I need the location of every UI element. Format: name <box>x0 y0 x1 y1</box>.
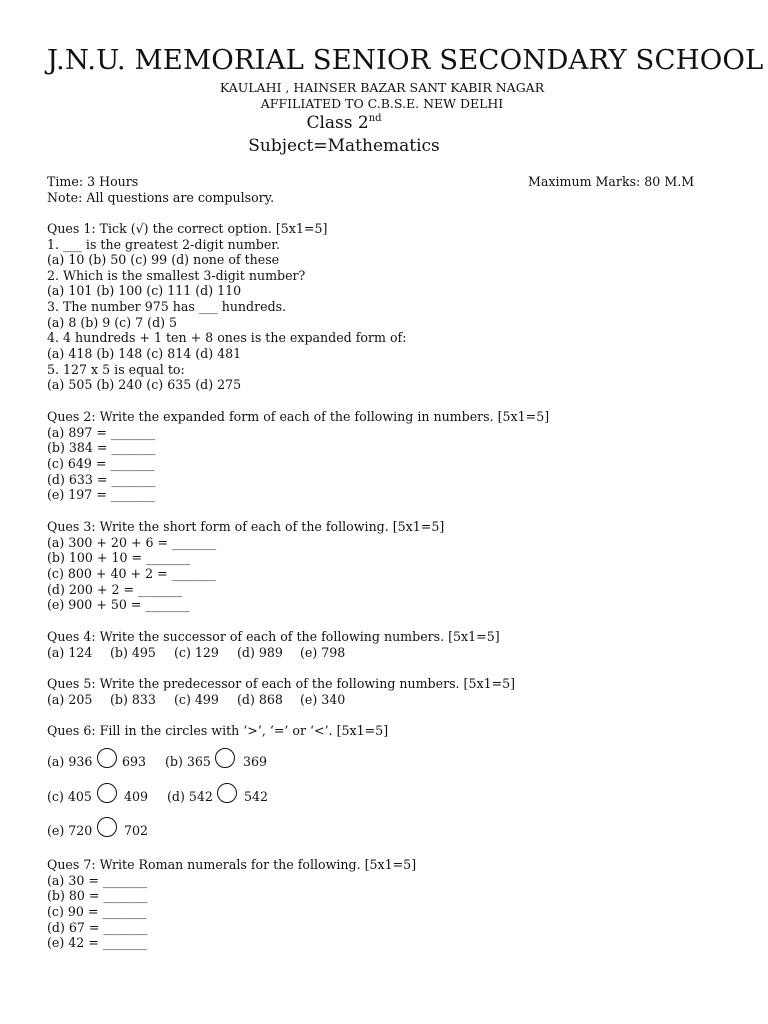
class-suffix: nd <box>368 113 382 124</box>
q4-item-e: (e) 798 <box>300 645 346 660</box>
q6-e-answer-circle[interactable] <box>97 817 117 837</box>
q3-item-c: (c) 800 + 40 + 2 = _______ <box>47 566 216 581</box>
q5-item-a: (a) 205 <box>47 692 93 707</box>
q6-c-left: (c) 405 <box>47 789 92 804</box>
q7-item-a: (a) 30 = _______ <box>47 873 147 888</box>
class-heading <box>0 113 728 133</box>
maximum-marks: Maximum Marks: 80 M.M <box>528 174 695 189</box>
q3-item-d: (d) 200 + 2 = _______ <box>47 582 183 597</box>
q6-b-answer-circle[interactable] <box>215 748 235 768</box>
q1-item-1-question: 1. ___ is the greatest 2-digit number. <box>47 237 280 252</box>
q5-item-b: (b) 833 <box>110 692 156 707</box>
subject-heading: Subject=Mathematics <box>248 136 440 156</box>
q6-a-answer-circle[interactable] <box>97 748 117 768</box>
q7-title: Ques 7: Write Roman numerals for the following. [5x1=5] <box>47 857 417 872</box>
q3-item-e: (e) 900 + 50 = _______ <box>47 597 190 612</box>
q4-item-a: (a) 124 <box>47 645 93 660</box>
time-allowed: Time: 3 Hours <box>47 174 139 189</box>
q6-d-left: (d) 542 <box>167 789 213 804</box>
q2-title: Ques 2: Write the expanded form of each of the following in numbers. [5x1=5] <box>47 409 550 424</box>
q1-item-4-question: 4. 4 hundreds + 1 ten + 8 ones is the expanded form of: <box>47 330 407 345</box>
q2-item-c: (c) 649 = _______ <box>47 456 155 471</box>
q6-d-answer-circle[interactable] <box>217 783 237 803</box>
q1-item-4-options: (a) 418 (b) 148 (c) 814 (d) 481 <box>47 346 242 361</box>
q6-b-left: (b) 365 <box>165 754 211 769</box>
q6-e-right: 702 <box>124 823 149 838</box>
q1-title: Ques 1: Tick (√) the correct option. [5x1=5] <box>47 221 328 236</box>
q6-a-right: 693 <box>122 754 147 769</box>
q3-item-b: (b) 100 + 10 = _______ <box>47 550 191 565</box>
q6-c-answer-circle[interactable] <box>97 783 117 803</box>
q7-item-b: (b) 80 = _______ <box>47 888 148 903</box>
q3-item-a: (a) 300 + 20 + 6 = _______ <box>47 535 217 550</box>
school-affiliation: AFFILIATED TO C.B.S.E. NEW DELHI <box>260 96 504 111</box>
q2-item-d: (d) 633 = _______ <box>47 472 156 487</box>
q3-title: Ques 3: Write the short form of each of the following. [5x1=5] <box>47 519 445 534</box>
q4-item-b: (b) 495 <box>110 645 156 660</box>
q1-item-5-question: 5. 127 x 5 is equal to: <box>47 362 185 377</box>
q6-d-right: 542 <box>244 789 269 804</box>
q5-item-d: (d) 868 <box>237 692 283 707</box>
q7-item-c: (c) 90 = _______ <box>47 904 147 919</box>
q7-item-e: (e) 42 = _______ <box>47 935 147 950</box>
q6-e-left: (e) 720 <box>47 823 93 838</box>
q6-title: Ques 6: Fill in the circles with ‘>’, ‘=’ or ‘<’. [5x1=5] <box>47 723 389 738</box>
q2-item-e: (e) 197 = _______ <box>47 487 155 502</box>
q1-item-3-options: (a) 8 (b) 9 (c) 7 (d) 5 <box>47 315 178 330</box>
school-address: KAULAHI , HAINSER BAZAR SANT KABIR NAGAR <box>219 80 545 95</box>
q6-b-right: 369 <box>243 754 268 769</box>
q1-item-1-options: (a) 10 (b) 50 (c) 99 (d) none of these <box>47 252 280 267</box>
q4-title: Ques 4: Write the successor of each of the following numbers. [5x1=5] <box>47 629 500 644</box>
q6-c-right: 409 <box>124 789 149 804</box>
q2-item-a: (a) 897 = _______ <box>47 425 156 440</box>
q1-item-2-question: 2. Which is the smallest 3-digit number? <box>47 268 306 283</box>
school-name: J.N.U. MEMORIAL SENIOR SECONDARY SCHOOL <box>47 44 764 76</box>
instructions-note: Note: All questions are compulsory. <box>47 190 275 205</box>
q2-item-b: (b) 384 = _______ <box>47 440 156 455</box>
class-label: Class 2 <box>306 113 369 133</box>
q7-item-d: (d) 67 = _______ <box>47 920 148 935</box>
q1-item-3-question: 3. The number 975 has ___ hundreds. <box>47 299 287 314</box>
q1-item-5-options: (a) 505 (b) 240 (c) 635 (d) 275 <box>47 377 242 392</box>
q6-a-left: (a) 936 <box>47 754 93 769</box>
q5-item-c: (c) 499 <box>174 692 219 707</box>
q1-item-2-options: (a) 101 (b) 100 (c) 111 (d) 110 <box>47 283 242 298</box>
q4-item-d: (d) 989 <box>237 645 283 660</box>
q4-item-c: (c) 129 <box>174 645 219 660</box>
q5-title: Ques 5: Write the predecessor of each of the following numbers. [5x1=5] <box>47 676 516 691</box>
q5-item-e: (e) 340 <box>300 692 346 707</box>
